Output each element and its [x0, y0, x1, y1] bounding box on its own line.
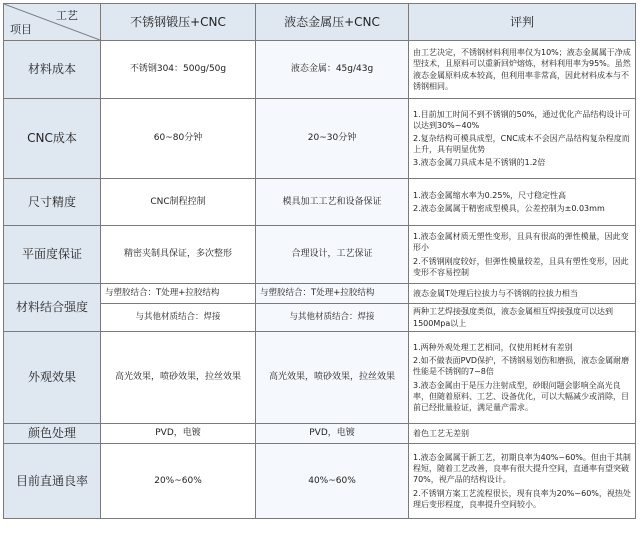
row-label: 材料成本 [4, 41, 101, 99]
value-col2: 液态金属：45g/43g [256, 41, 409, 99]
eval-cell [409, 179, 636, 226]
corner-bottom-label: 项目 [10, 22, 32, 36]
eval-line: 由工艺决定，不锈钢材料利用率仅为10%；液态金属属于净成型技术，且原料可以重新回炉熔炼，材料利用率为95%。虽然液态金属原料成本较高，但利用率非常高，因此材料成本与不锈钢相同。 [413, 48, 631, 91]
value-col2: 与塑胶结合：T处理+拉胶结构 [256, 284, 409, 304]
row-appearance [4, 332, 636, 424]
row-label: 目前直通良率 [4, 444, 101, 519]
row-flatness [4, 226, 636, 284]
value-col1: 与其他材质结合：焊接 [101, 304, 256, 332]
eval-cell [409, 41, 636, 99]
row-label: 外观效果 [4, 332, 101, 424]
row-cnc-cost [4, 99, 636, 179]
row-color-treatment [4, 424, 636, 444]
row-label: 颜色处理 [4, 424, 101, 444]
eval-line: 2.不锈钢方案工艺流程很长，现有良率为20%~60%，视热处理后变形程度，良率提升空间较小。 [413, 488, 631, 509]
eval-cell [409, 226, 636, 284]
eval-cell [409, 444, 636, 519]
value-col1: 20%~60% [101, 444, 256, 519]
value-col1: 不锈钢304：500g/50g [101, 41, 256, 99]
header-row [4, 4, 636, 41]
row-yield-rate [4, 444, 636, 519]
value-col1: 与塑胶结合：T处理+拉胶结构 [101, 284, 256, 304]
eval-line: 1.液态金属缩水率为0.25%，尺寸稳定性高 [413, 190, 567, 200]
eval-line: 2.复杂结构可模具成型，CNC成本不会因产品结构复杂程度而上升，具有明显优势 [413, 133, 630, 155]
eval-line: 2.如不做表面PVD保护，不锈钢易划伤和磨损，液态金属耐磨性能是不锈钢的7~8倍 [413, 356, 630, 377]
row-bonding-strength-plastic [4, 284, 636, 304]
eval-line: 2.不锈钢刚度较好，但弹性模量较差，且具有塑性变形，因此变形不容易控制 [413, 256, 629, 277]
value-col1: 60~80分钟 [101, 99, 256, 179]
corner-top-label: 工艺 [56, 9, 78, 22]
header-col1: 不锈钢锻压+CNC [101, 4, 256, 41]
value-col1: 精密夹制具保证，多次整形 [101, 226, 256, 284]
eval-line: 着色工艺无差别 [413, 428, 469, 438]
header-col2: 液态金属压+CNC [256, 4, 409, 41]
eval-line: 1.液态金属属于新工艺，初期良率为40%~60%。但由于其制程短，随着工艺改善，良率有很大提升空间，直通率有望突破70%，视产品的结构设计。 [413, 453, 631, 485]
eval-cell [409, 99, 636, 179]
value-col2: 与其他材质结合：焊接 [256, 304, 409, 332]
value-col2: 合理设计，工艺保证 [256, 226, 409, 284]
eval-cell: 液态金属T处理后拉拔力与不锈钢的拉拔力相当 [409, 284, 636, 304]
corner-cell [4, 4, 101, 41]
row-label: 平面度保证 [4, 226, 101, 284]
value-col2: 高光效果，喷砂效果，拉丝效果 [256, 332, 409, 424]
value-col1: PVD，电镀 [101, 424, 256, 444]
comparison-table [3, 3, 636, 519]
eval-line: 1.液态金属材质无塑性变形，且具有很高的弹性模量，因此变形小 [413, 232, 629, 253]
eval-cell [409, 424, 636, 444]
value-col1: CNC制程控制 [101, 179, 256, 226]
row-label: 材料结合强度 [4, 284, 101, 332]
value-col2: 模具加工工艺和设备保证 [256, 179, 409, 226]
row-material-cost [4, 41, 636, 99]
header-col3: 评判 [409, 4, 636, 41]
eval-line: 1.两种外观处理工艺相同，仅使用耗材有差别 [413, 343, 573, 353]
eval-line: 3.液态金属由于是压力注射成型，砂眼问题会影响全高光良率，但随着原料、工艺、设备优化，可以大幅减少或消除，目前已经批量验证，满足量产需求。 [413, 380, 629, 412]
eval-line: 1.目前加工时间不到不锈钢的50%，通过优化产品结构设计可以达到30%~40% [413, 109, 631, 130]
eval-line: 3.液态金属刀具成本是不锈钢的1.2倍 [413, 158, 546, 168]
value-col1: 高光效果，喷砂效果，拉丝效果 [101, 332, 256, 424]
eval-cell: 两种工艺焊接强度类似，液态金属相互焊接强度可以达到1500Mpa以上 [409, 304, 636, 332]
row-dimension-accuracy [4, 179, 636, 226]
value-col2: 40%~60% [256, 444, 409, 519]
row-label: CNC成本 [4, 99, 101, 179]
row-label: 尺寸精度 [4, 179, 101, 226]
value-col2: PVD，电镀 [256, 424, 409, 444]
eval-cell [409, 332, 636, 424]
value-col2: 20~30分钟 [256, 99, 409, 179]
eval-line: 2.液态金属属于精密成型模具，公差控制为±0.03mm [413, 204, 605, 213]
